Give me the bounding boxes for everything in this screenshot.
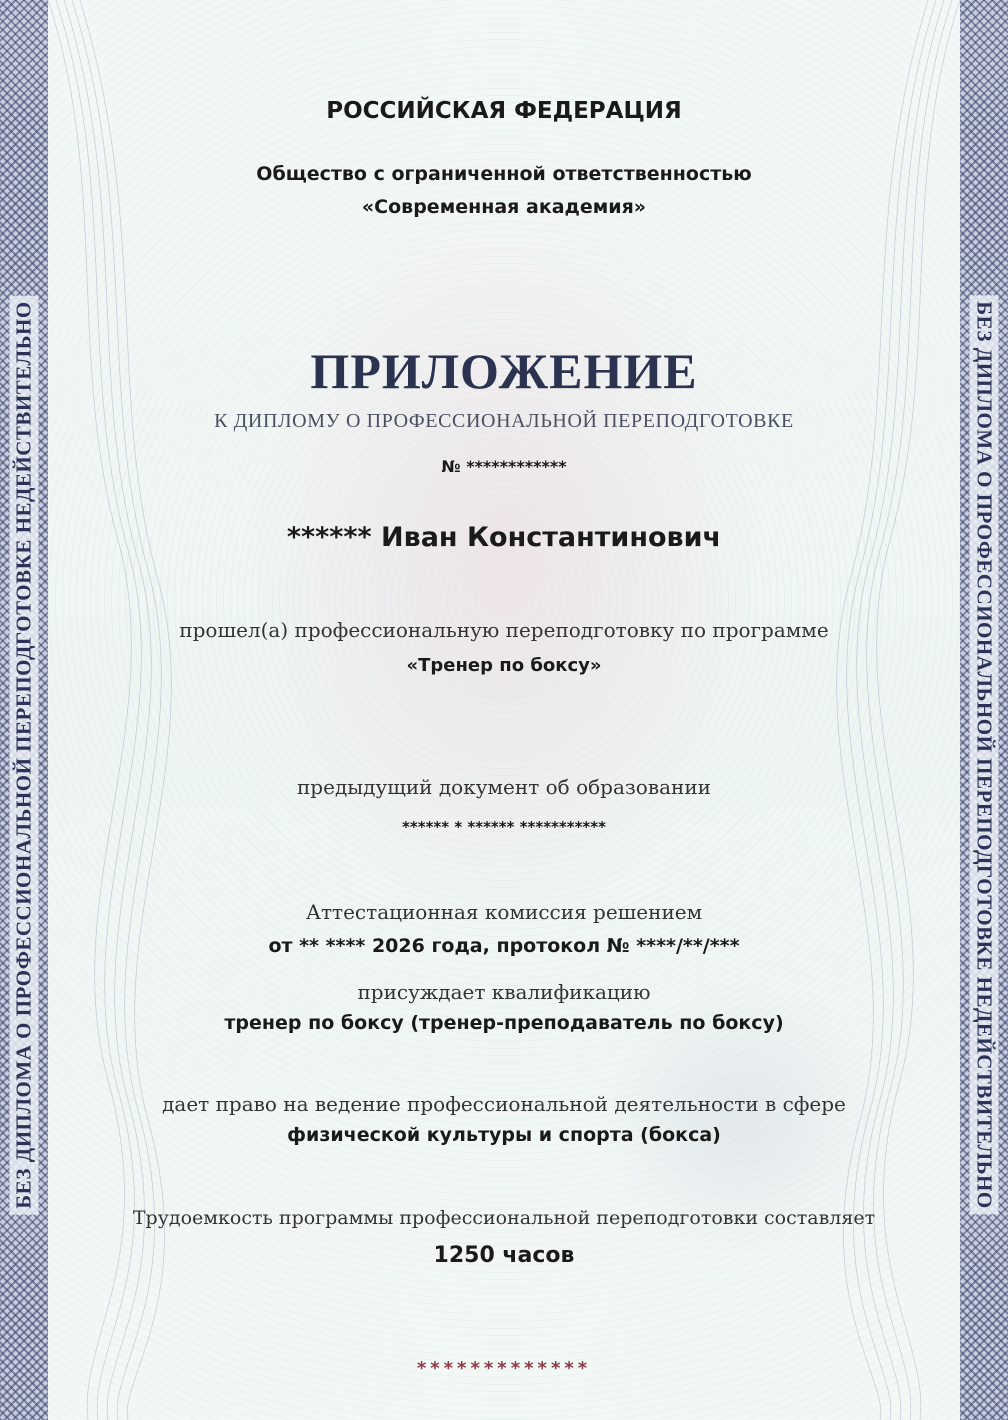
organization-name: «Современная академия» [361, 196, 647, 218]
right-border-text: БЕЗ ДИПЛОМА О ПРОФЕССИОНАЛЬНОЙ ПЕРЕПОДГОТОВКЕ НЕДЕЙСТВИТЕЛЬНО [970, 295, 999, 1214]
program-name: «Тренер по боксу» [406, 655, 602, 676]
document-number: № ************ [441, 457, 567, 476]
left-border-text: БЕЗ ДИПЛОМА О ПРОФЕССИОНАЛЬНОЙ ПЕРЕПОДГОТОВКЕ НЕДЕЙСТВИТЕЛЬНО [10, 295, 39, 1214]
holder-name: ****** Иван Константинович [286, 522, 722, 553]
rights-value: физической культуры и спорта (бокса) [287, 1124, 721, 1146]
organization-type: Общество с ограниченной ответственностью [256, 163, 752, 185]
program-hours-label: Трудоемкость программы профессиональной переподготовки составляет [132, 1207, 876, 1229]
country-heading: РОССИЙСКАЯ ФЕДЕРАЦИЯ [326, 98, 682, 124]
commission-decision: от ** **** 2026 года, протокол № ****/**/*** [268, 935, 740, 957]
footer-asterisk-mark: ************* [416, 1358, 592, 1379]
qualification-value: тренер по боксу (тренер-преподаватель по боксу) [224, 1012, 784, 1034]
document-title: ПРИЛОЖЕНИЕ [310, 343, 698, 399]
previous-document-value: ****** * ****** *********** [402, 818, 606, 836]
qualification-label: присуждает квалификацию [357, 980, 651, 1004]
program-intro-text: прошел(а) профессиональную переподготовку по программе [179, 618, 829, 642]
program-hours-value: 1250 часов [433, 1243, 575, 1268]
document-subtitle: К ДИПЛОМУ О ПРОФЕССИОНАЛЬНОЙ ПЕРЕПОДГОТОВКЕ [214, 410, 794, 432]
previous-document-label: предыдущий документ об образовании [296, 775, 712, 799]
commission-label: Аттестационная комиссия решением [305, 900, 703, 924]
rights-label: дает право на ведение профессиональной деятельности в сфере [162, 1092, 846, 1116]
